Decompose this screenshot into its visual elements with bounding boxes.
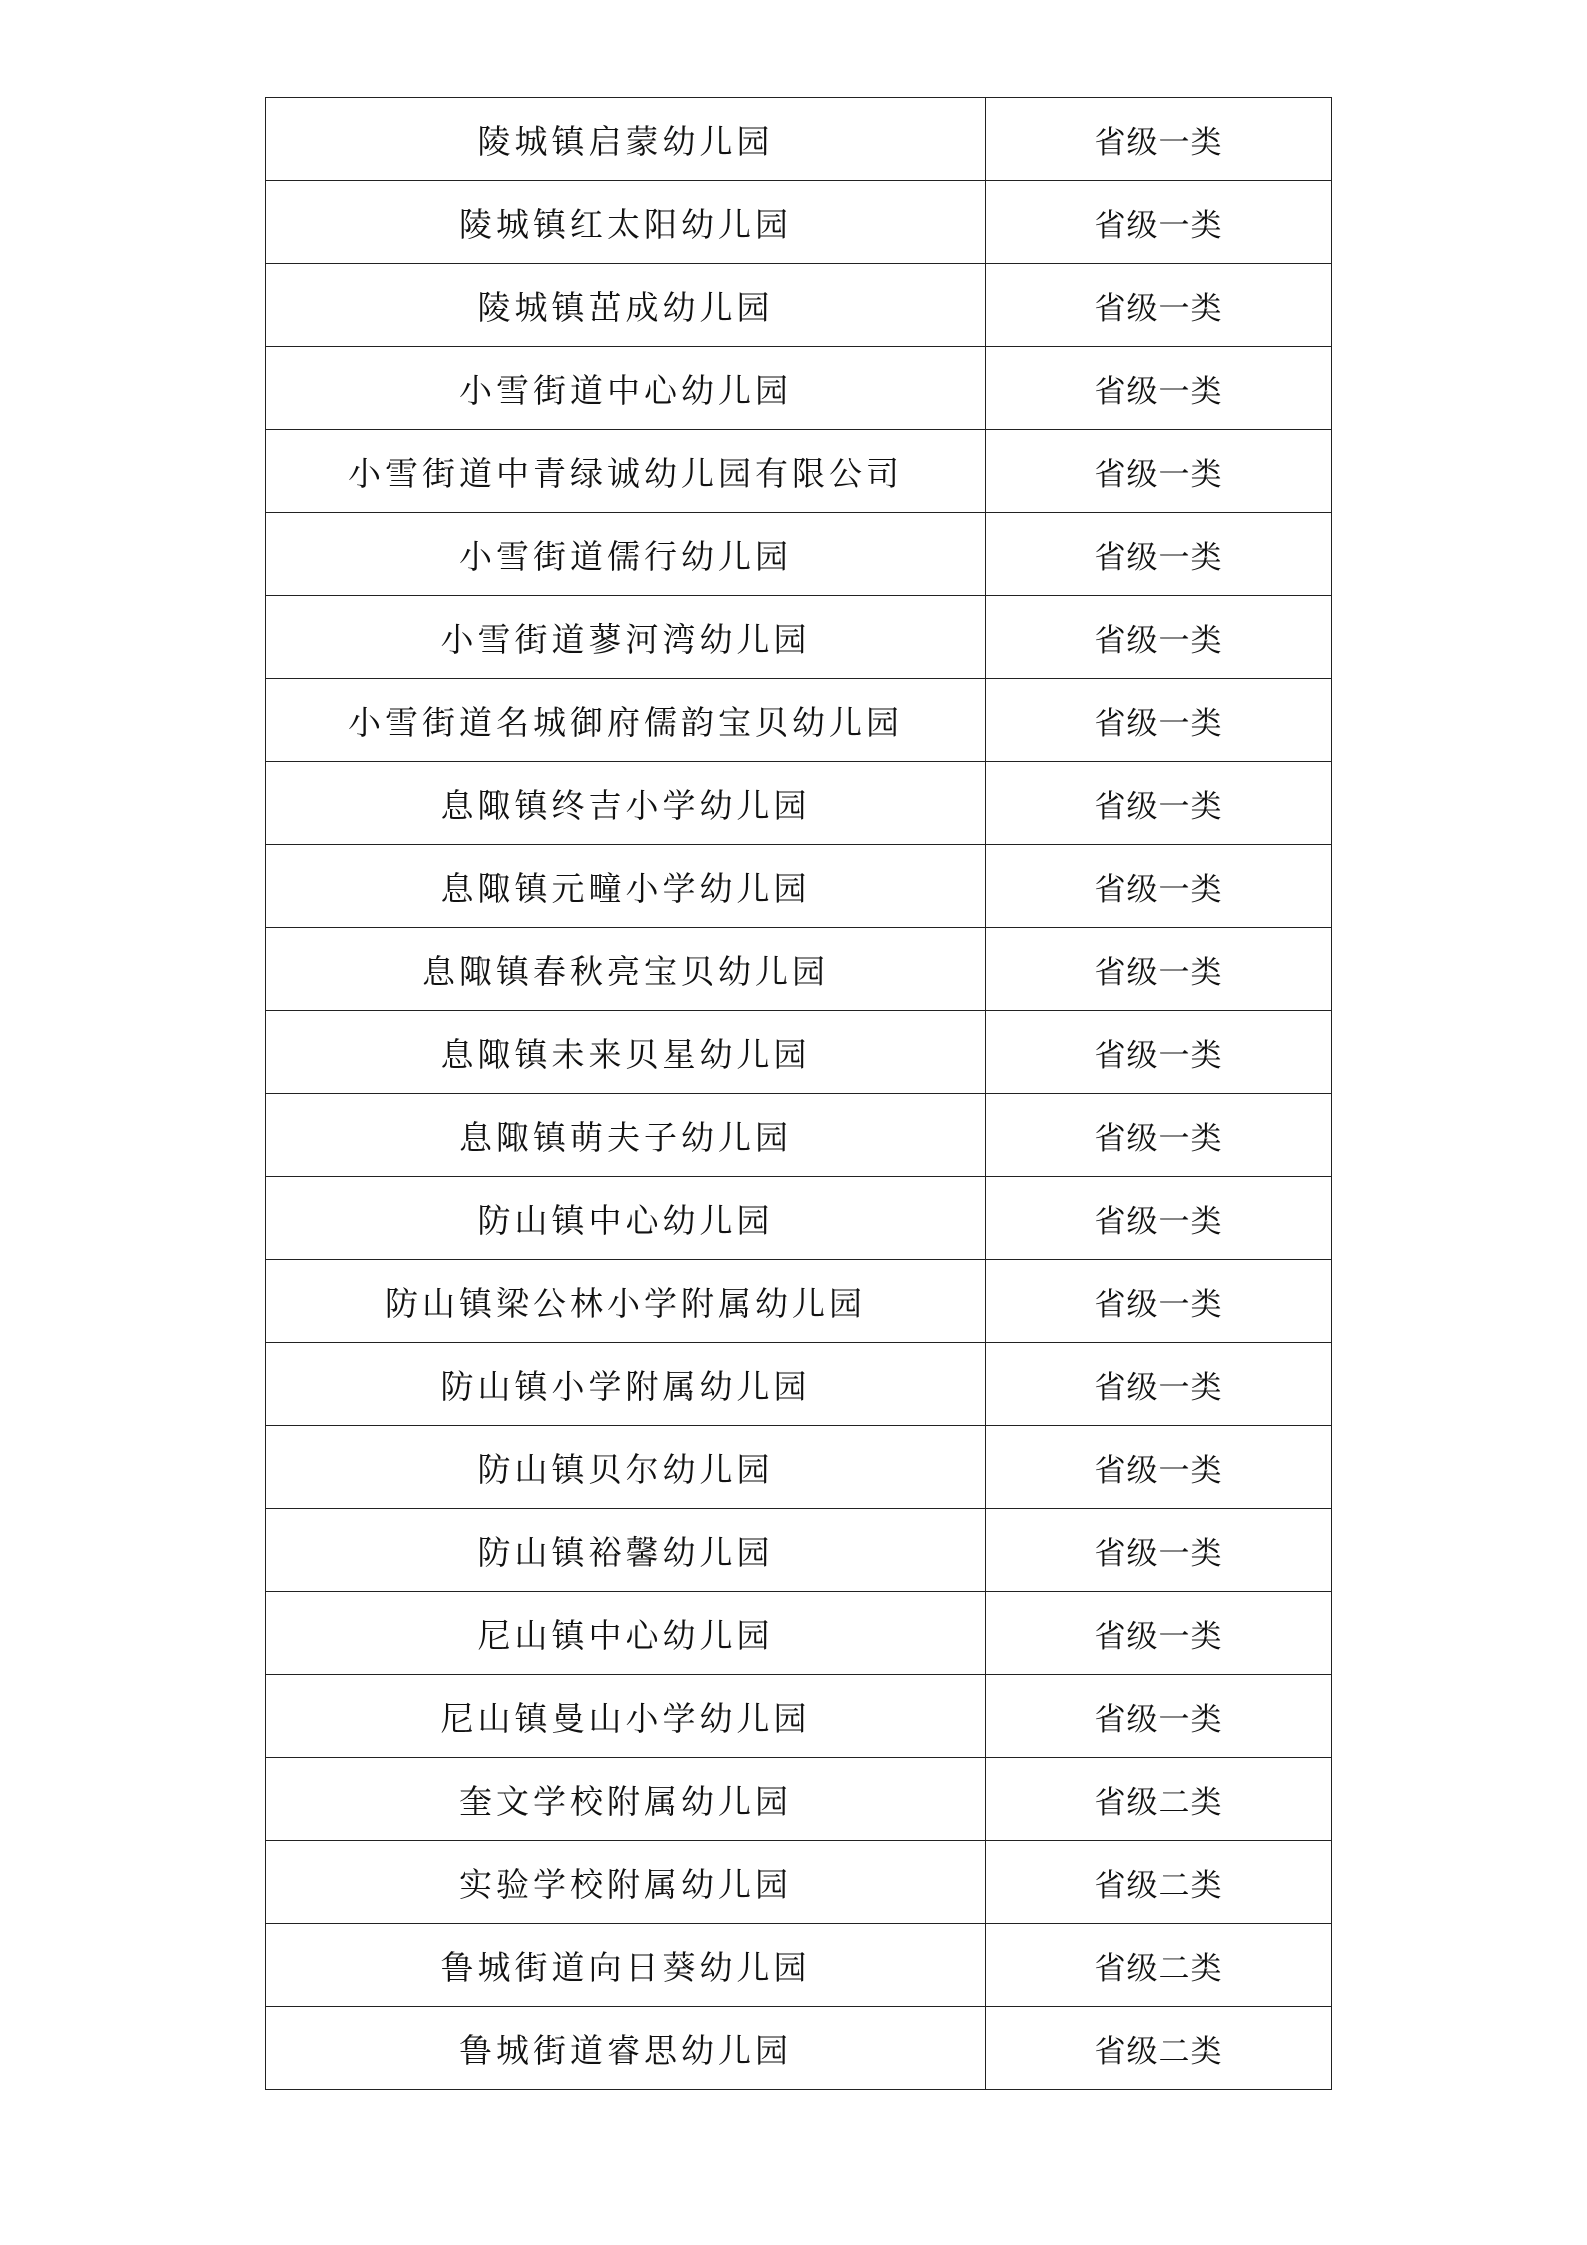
table-row (266, 2007, 1332, 2090)
rating-level-cell: 省级一类 (986, 1011, 1332, 1094)
rating-level-cell: 省级二类 (986, 1841, 1332, 1924)
table-row (266, 1924, 1332, 2007)
table-row (266, 513, 1332, 596)
kindergarten-name-cell: 防山镇贝尔幼儿园 (266, 1426, 986, 1509)
table-row (266, 181, 1332, 264)
kindergarten-name-cell: 息陬镇未来贝星幼儿园 (266, 1011, 986, 1094)
table-row (266, 430, 1332, 513)
kindergarten-name-cell: 实验学校附属幼儿园 (266, 1841, 986, 1924)
rating-level-cell: 省级二类 (986, 1924, 1332, 2007)
table-row (266, 1177, 1332, 1260)
rating-level-cell: 省级一类 (986, 596, 1332, 679)
table-row (266, 762, 1332, 845)
kindergarten-name-cell: 尼山镇曼山小学幼儿园 (266, 1675, 986, 1758)
kindergarten-name-cell: 奎文学校附属幼儿园 (266, 1758, 986, 1841)
rating-level-cell: 省级一类 (986, 98, 1332, 181)
kindergarten-name-cell: 鲁城街道睿思幼儿园 (266, 2007, 986, 2090)
rating-level-cell: 省级一类 (986, 1509, 1332, 1592)
kindergarten-name-cell: 鲁城街道向日葵幼儿园 (266, 1924, 986, 2007)
rating-level-cell: 省级一类 (986, 679, 1332, 762)
rating-level-cell: 省级一类 (986, 1592, 1332, 1675)
rating-level-cell: 省级一类 (986, 1675, 1332, 1758)
table-row (266, 1841, 1332, 1924)
rating-level-cell: 省级二类 (986, 2007, 1332, 2090)
kindergarten-name-cell: 防山镇中心幼儿园 (266, 1177, 986, 1260)
rating-level-cell: 省级一类 (986, 1260, 1332, 1343)
table-row (266, 928, 1332, 1011)
kindergarten-name-cell: 陵城镇红太阳幼儿园 (266, 181, 986, 264)
table-row (266, 679, 1332, 762)
kindergarten-name-cell: 息陬镇终吉小学幼儿园 (266, 762, 986, 845)
rating-level-cell: 省级一类 (986, 264, 1332, 347)
table-row (266, 1758, 1332, 1841)
rating-level-cell: 省级一类 (986, 1426, 1332, 1509)
table-row (266, 1260, 1332, 1343)
rating-level-cell: 省级二类 (986, 1758, 1332, 1841)
rating-level-cell: 省级一类 (986, 1343, 1332, 1426)
kindergarten-name-cell: 尼山镇中心幼儿园 (266, 1592, 986, 1675)
kindergarten-name-cell: 小雪街道名城御府儒韵宝贝幼儿园 (266, 679, 986, 762)
kindergarten-name-cell: 小雪街道儒行幼儿园 (266, 513, 986, 596)
table-row (266, 1343, 1332, 1426)
table-row (266, 845, 1332, 928)
kindergarten-name-cell: 防山镇小学附属幼儿园 (266, 1343, 986, 1426)
rating-level-cell: 省级一类 (986, 430, 1332, 513)
kindergarten-name-cell: 息陬镇元疃小学幼儿园 (266, 845, 986, 928)
table-row (266, 347, 1332, 430)
kindergarten-name-cell: 防山镇裕馨幼儿园 (266, 1509, 986, 1592)
table-row (266, 1011, 1332, 1094)
table-row (266, 1094, 1332, 1177)
table-row (266, 596, 1332, 679)
table-row (266, 264, 1332, 347)
rating-level-cell: 省级一类 (986, 1177, 1332, 1260)
rating-level-cell: 省级一类 (986, 347, 1332, 430)
kindergarten-table (265, 97, 1332, 2090)
table-row (266, 1675, 1332, 1758)
kindergarten-name-cell: 小雪街道中心幼儿园 (266, 347, 986, 430)
table-row (266, 98, 1332, 181)
kindergarten-name-cell: 小雪街道中青绿诚幼儿园有限公司 (266, 430, 986, 513)
kindergarten-name-cell: 息陬镇萌夫子幼儿园 (266, 1094, 986, 1177)
table-row (266, 1592, 1332, 1675)
rating-level-cell: 省级一类 (986, 928, 1332, 1011)
kindergarten-name-cell: 小雪街道蓼河湾幼儿园 (266, 596, 986, 679)
kindergarten-name-cell: 防山镇梁公林小学附属幼儿园 (266, 1260, 986, 1343)
rating-level-cell: 省级一类 (986, 1094, 1332, 1177)
kindergarten-table-body (266, 98, 1332, 2090)
table-row (266, 1509, 1332, 1592)
kindergarten-name-cell: 息陬镇春秋亮宝贝幼儿园 (266, 928, 986, 1011)
rating-level-cell: 省级一类 (986, 513, 1332, 596)
rating-level-cell: 省级一类 (986, 762, 1332, 845)
rating-level-cell: 省级一类 (986, 845, 1332, 928)
kindergarten-name-cell: 陵城镇启蒙幼儿园 (266, 98, 986, 181)
kindergarten-name-cell: 陵城镇茁成幼儿园 (266, 264, 986, 347)
table-row (266, 1426, 1332, 1509)
rating-level-cell: 省级一类 (986, 181, 1332, 264)
